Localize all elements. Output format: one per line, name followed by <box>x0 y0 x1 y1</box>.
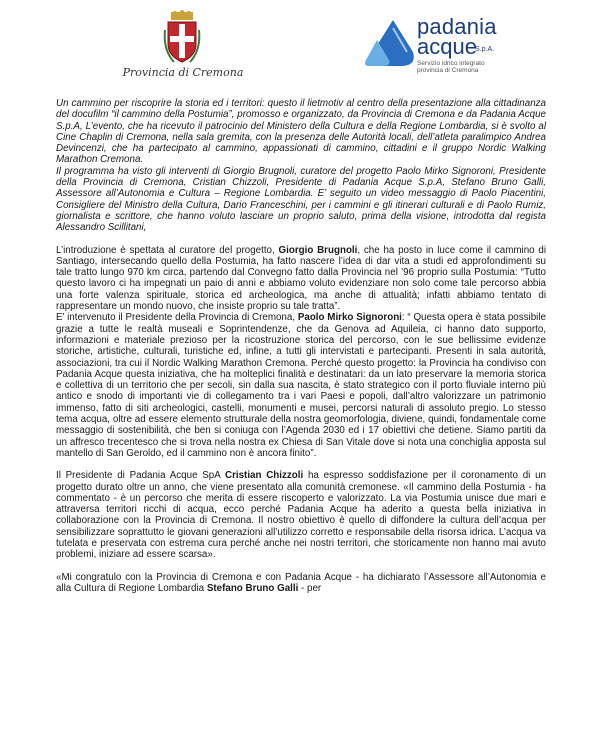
letterhead <box>0 0 595 90</box>
speaker-name: Paolo Mirko Signoroni <box>297 312 402 324</box>
speaker-name: Cristian Chizzoli <box>225 470 304 482</box>
chizzoli-paragraph: Il Presidente di Padania Acque SpA Cristian Chizzoli ha espresso soddisfazione per il coronamento di un progetto durato oltre un anno, che viene presentato alla comunità cremonese. «Il cammino della Postumia - ha commentato - è un percorso che merita di essere riscoperto e valorizzato. La via Postumia unisce due mari e attraversa territori ricchi di acqua, ecco perché Padania Acque ha aderito a questa bella iniziativa in collaborazione con la Provincia di Cremona. Il nostro obiettivo è quello di diffondere la cultura dell’acqua per sensibilizzare soprattutto le giovani generazioni all’utilizzo corretto e responsabile della risorsa idrica. L’acqua va tutelata e preservata con estrema cura perché anche nei nostri territori, che storicamente non hanno mai avuto problemi, iniziare ad essere scarsa». <box>56 470 546 561</box>
press-release-body <box>56 98 546 594</box>
program-paragraph: Il programma ha visto gli interventi di Giorgio Brugnoli, curatore del progetto Paolo Mirko Signoroni, Presidente della Provincia di Cremona, Cristian Chizzoli, Presidente di Padania Acque S.p.A, Stefano Bruno Galli, Assessore all’Autonomia e Cultura – Regione Lombardia. E’ seguito un video messaggio di Paolo Piacentini, Consigliere del Ministro della Cultura, Dario Franceschini, per i cammini e gli itinerari culturali e di Paolo Rumiz, giornalista e scrittore, che hanno voluto lasciare un proprio saluto, prima della visione, introdotta dal regista Alessandro Scillitani, <box>56 165 546 234</box>
signoroni-paragraph: E’ intervenuto il Presidente della Provincia di Cremona, Paolo Mirko Signoroni: “ Questa opera è stata possibile grazie a tutte le realtà museali e Soprintendenze, che da Genova ad Aquileia, ci hanno dato supporto, informazioni e materiale prezioso per la ricostruzione storica del percorso, con le sue bellissime evidenze storiche, artistiche, culturali, turistiche ed, infine, a tutti gli intervistati e partecipanti. Presenti in sala autorità, associazioni, tra cui il Nordic Walking Marathon Cremona. Perché questo progetto: la Provincia ha condiviso con Padania Acque questa iniziativa, che ha molteplici finalità e destinatari: da un lato preservare la memoria storica e collettiva di un territorio che per secoli, sin dalla sua nascita, è stato strategico con il porto fluviale interno più antico e snodo di importanti vie di collegamento tra i vari Paesi e popoli, dall’altro valorizzare un patrimonio immenso, fatto di siti archeologici, castelli, monumenti e musei, percorsi naturali di assoluto pregio. Lo stesso tema acqua, oltre ad essere elemento strutturale della nostra geomorfologia, diviene, quindi, fondamentale come messaggio di sostenibilità, che ben si coniuga con l’Agenda 2030 ed i 17 obiettivi che detiene. Siamo partiti da un affresco trecentesco che si trova nella nostra ex Chiesa di San Vitale dove si nota una conchiglia apposta sul mantello di San Geroldo, ed il cammino non è ancora finito”. <box>56 312 546 459</box>
company-suffix: S.p.A. <box>475 46 495 53</box>
speaker-name: Giorgio Brugnoli <box>278 244 358 256</box>
company-tagline-2: provincia di Cremona <box>417 67 479 74</box>
province-crest-icon <box>162 10 202 66</box>
company-name-line1: padania <box>417 14 497 39</box>
company-name-line2: acque <box>417 34 477 59</box>
speaker-name: Stefano Bruno Galli <box>206 582 299 594</box>
province-name: Provincia di Cremona <box>122 66 244 79</box>
galli-paragraph: «Mi congratulo con la Provincia di Cremona e con Padania Acque - ha dichiarato l’Assessore all’Autonomia e alla Cultura di Regione Lombardia Stefano Bruno Galli - per <box>56 571 546 594</box>
water-drop-icon <box>363 18 419 68</box>
intro-paragraph: Un cammino per riscoprire la storia ed i territori: questo il lietmotiv al centro della presentazione alla cittadinanza del docufilm “il cammino della Postumia”, promosso e organizzato, da Provincia di Cremona e da Padania Acque S.p.A, L’evento, che ha ricevuto il patrocinio del Ministero della Cultura e della Regione Lombardia, si è svolto al Cine Chaplin di Cremona, nella sala gremita, con la presenza delle Autorità locali, dell’atleta paralimpico Andrea Devincenzi, che ha partecipato al cammino, appassionati di cammino, cittadini e il gruppo Nordic Walking Marathon Cremona. <box>56 98 546 166</box>
padania-acque-logo <box>363 14 543 84</box>
company-tagline-1: Servizio idrico integrato <box>417 60 485 67</box>
brugnoli-paragraph: L’introduzione è spettata al curatore del progetto, Giorgio Brugnoli, che ha posto in luce come il cammino di Santiago, intersecando quello della Postumia, ha fatto nascere l’idea di dar vita a studi ed approfondimenti su tale tratto lungo 970 km circa, partendo dal Convegno fatto dalla Provincia nel ’96 proprio sulla Postumia: “Tutto questo lavoro ci ha impegnati un paio di anni e abbiamo voluto evidenziare non solo come tale percorso abbia una forte valenza spirituale, storica ed archeologica, ma anche di attualità; infatti abbiamo tentato di rappresentare un mondo nuovo, che insiste proprio su tale tratta”. <box>56 244 546 313</box>
